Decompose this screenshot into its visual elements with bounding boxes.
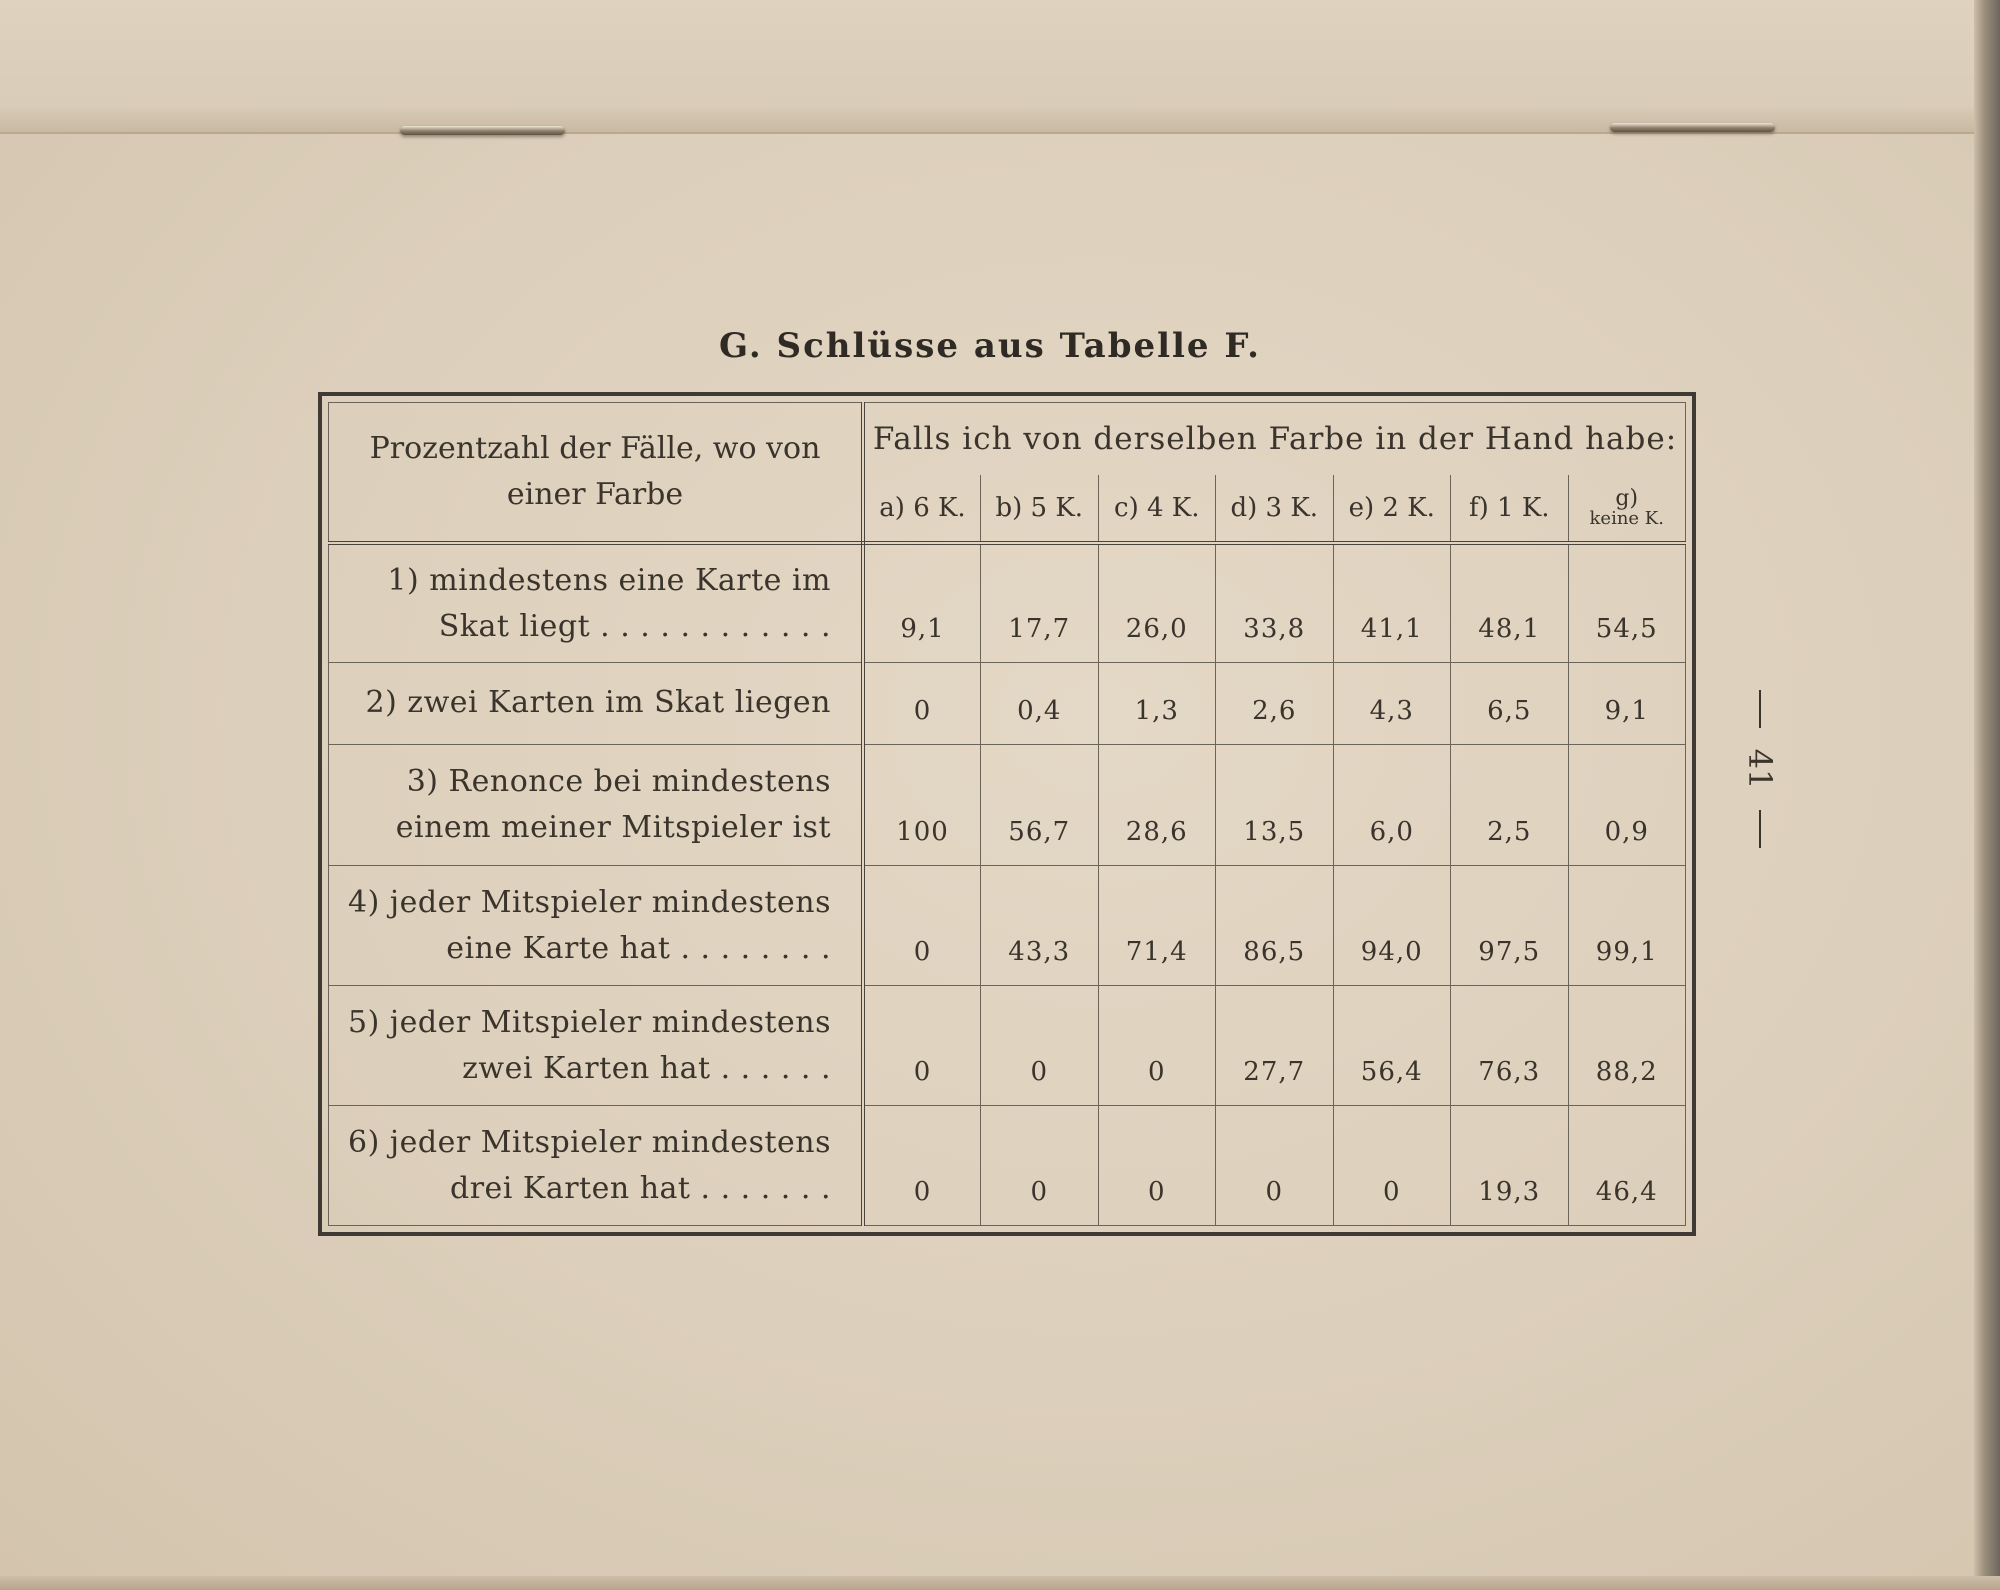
column-header-f: f) 1 K.	[1451, 475, 1569, 543]
row-label-line2: Skat liegt . . . . . . . . . . . .	[438, 608, 831, 644]
row-label-line2: zwei Karten hat . . . . . .	[462, 1050, 831, 1086]
table-cell: 0	[981, 1106, 1099, 1226]
table-cell: 17,7	[981, 543, 1099, 663]
table-cell: 0	[863, 986, 981, 1106]
table-cell: 88,2	[1568, 986, 1686, 1106]
table-cell: 0	[1098, 986, 1216, 1106]
row-label-line1: 3) Renonce bei mindestens	[406, 764, 831, 800]
table-cell: 94,0	[1333, 866, 1451, 986]
table-cell: 13,5	[1216, 744, 1334, 866]
table-cell: 0	[863, 663, 981, 744]
row-label	[329, 1106, 864, 1226]
table-cell: 97,5	[1451, 866, 1569, 986]
row-label-line1: 6) jeder Mitspieler mindestens	[347, 1124, 831, 1160]
table-cell: 0	[1333, 1106, 1451, 1226]
table-frame	[318, 392, 1696, 1236]
table-cell: 0	[863, 866, 981, 986]
table-cell: 100	[863, 744, 981, 866]
row-label	[329, 543, 864, 663]
table-row	[329, 543, 1686, 663]
table-cell: 28,6	[1098, 744, 1216, 866]
table-cell: 4,3	[1333, 663, 1451, 744]
table-cell: 0,4	[981, 663, 1099, 744]
table-cell: 0,9	[1568, 744, 1686, 866]
row-label	[329, 866, 864, 986]
table-cell: 56,7	[981, 744, 1099, 866]
row-label-line1: 1) mindestens eine Karte im	[387, 562, 831, 598]
table-cell: 41,1	[1333, 543, 1451, 663]
row-label-line2: einem meiner Mitspieler ist	[395, 810, 831, 846]
table-cell: 0	[1098, 1106, 1216, 1226]
row-label-line2: drei Karten hat . . . . . . .	[449, 1170, 831, 1206]
book-edge	[1974, 0, 2000, 1590]
page-fold	[0, 0, 1990, 134]
table-cell: 2,6	[1216, 663, 1334, 744]
table-cell: 6,0	[1333, 744, 1451, 866]
group-header: Falls ich von derselben Farbe in der Hand habe:	[863, 403, 1686, 476]
table-cell: 2,5	[1451, 744, 1569, 866]
column-header-a: a) 6 K.	[863, 475, 981, 543]
column-header-d: d) 3 K.	[1216, 475, 1334, 543]
column-header-g-top: g)	[1615, 486, 1639, 511]
table-cell: 56,4	[1333, 986, 1451, 1106]
table-cell: 26,0	[1098, 543, 1216, 663]
table-row	[329, 1106, 1686, 1226]
table-cell: 0	[863, 1106, 981, 1226]
table-cell: 9,1	[863, 543, 981, 663]
table-cell: 1,3	[1098, 663, 1216, 744]
column-header-c: c) 4 K.	[1098, 475, 1216, 543]
table-row	[329, 986, 1686, 1106]
table-cell: 54,5	[1568, 543, 1686, 663]
row-label	[329, 744, 864, 866]
staple-right	[1610, 123, 1775, 132]
table-cell: 9,1	[1568, 663, 1686, 744]
staple-left	[400, 126, 565, 135]
table-cell: 71,4	[1098, 866, 1216, 986]
row-label-line2: eine Karte hat . . . . . . . .	[446, 930, 831, 966]
table-cell: 33,8	[1216, 543, 1334, 663]
table-cell: 86,5	[1216, 866, 1334, 986]
table-cell: 76,3	[1451, 986, 1569, 1106]
probability-table	[328, 402, 1686, 1226]
page-number	[1730, 690, 1790, 890]
table-row	[329, 866, 1686, 986]
page-number-dash-bottom	[1759, 810, 1761, 848]
row-label	[329, 663, 864, 744]
column-header-e: e) 2 K.	[1333, 475, 1451, 543]
book-bottom-edge	[0, 1576, 2000, 1590]
row-label-line1: 2) zwei Karten im Skat liegen	[365, 685, 831, 721]
table-cell: 0	[1216, 1106, 1334, 1226]
row-label	[329, 986, 864, 1106]
table-cell: 0	[981, 986, 1099, 1106]
table-cell: 6,5	[1451, 663, 1569, 744]
row-label-line1: 4) jeder Mitspieler mindestens	[347, 884, 831, 920]
column-header-g	[1568, 475, 1686, 543]
table-cell: 99,1	[1568, 866, 1686, 986]
column-header-g-bottom: keine K.	[1589, 508, 1664, 529]
table-cell: 19,3	[1451, 1106, 1569, 1226]
table-cell: 27,7	[1216, 986, 1334, 1106]
table-row	[329, 663, 1686, 744]
row-label-line1: 5) jeder Mitspieler mindestens	[347, 1004, 831, 1040]
page-number-value: 41	[1741, 748, 1779, 790]
column-header-b: b) 5 K.	[981, 475, 1099, 543]
row-header: Prozentzahl der Fälle, wo von einer Farbe	[329, 403, 864, 544]
page-number-dash-top	[1759, 690, 1761, 728]
table-cell: 46,4	[1568, 1106, 1686, 1226]
table-row	[329, 744, 1686, 866]
table-cell: 43,3	[981, 866, 1099, 986]
page-title: G. Schlüsse aus Tabelle F.	[719, 326, 1261, 366]
table-cell: 48,1	[1451, 543, 1569, 663]
